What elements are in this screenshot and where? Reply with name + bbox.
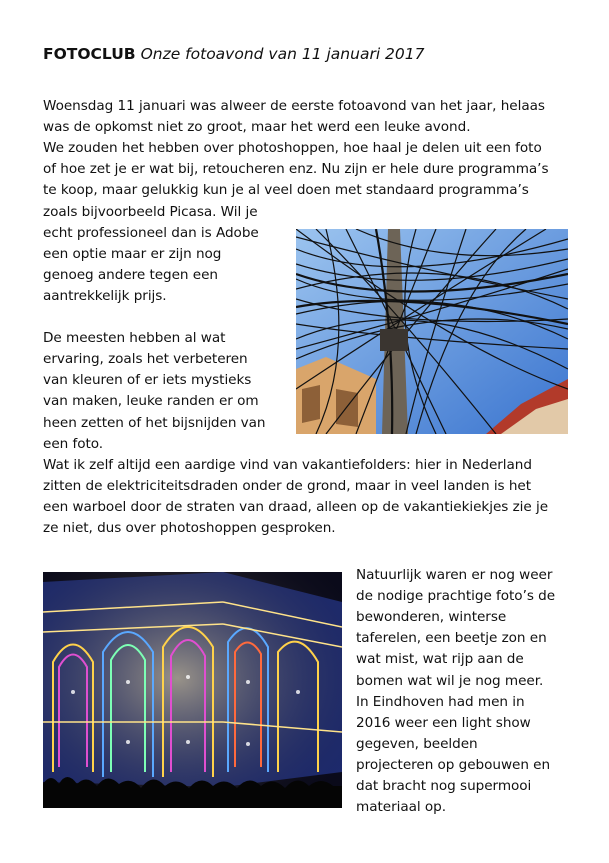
window: [336, 389, 358, 427]
wires-illustration: [296, 229, 568, 434]
right-column-line: dat bracht nog supermooi: [356, 778, 532, 794]
body-line: een warboel door de straten van draad, alleen op de vakantiekiekjes zie je: [43, 498, 549, 515]
right-column-line: wat mist, wat rijp aan de: [356, 651, 524, 668]
right-column-line: bomen wat wil je nog meer.: [356, 672, 544, 689]
right-column-line: materiaal op.: [356, 799, 447, 816]
body-line: een foto.: [43, 435, 104, 452]
body-line: aantrekkelijk prijs.: [43, 287, 167, 304]
body-line: ze niet, dus over photoshoppen gesproken.: [43, 520, 336, 536]
wires-photo: [296, 229, 568, 434]
body-line: De meesten hebben al wat: [43, 330, 226, 347]
window: [302, 385, 320, 423]
title-subtitle: Onze fotoavond van 11 januari 2017: [140, 45, 425, 63]
right-column-line: Natuurlijk waren er nog weer: [356, 567, 553, 583]
right-column-line: bewonderen, winterse: [356, 609, 507, 626]
body-line: Wat ik zelf altijd een aardige vind van vakantiefolders: hier in Nederland: [43, 456, 532, 473]
body-line: was de opkomst niet zo groot, maar het werd een leuke avond.: [43, 119, 471, 136]
body-line: zitten de elektriciteitsdraden onder de grond, maar in veel landen is het: [43, 477, 532, 494]
right-column-line: gegeven, beelden: [356, 735, 478, 752]
body-line: Woensdag 11 januari was alweer de eerste fotoavond van het jaar, helaas: [43, 98, 545, 114]
right-column-line: In Eindhoven had men in: [356, 693, 525, 710]
body-line: te koop, maar gelukkig kun je al veel doen met standaard programma’s: [43, 182, 529, 199]
body-line: van maken, leuke randen er om: [43, 393, 259, 410]
body-line: van kleuren of er iets mystieks: [43, 372, 252, 389]
body-line: ervaring, zoals het verbeteren: [43, 351, 248, 368]
body-line: genoeg andere tegen een: [43, 266, 218, 283]
right-column-line: de nodige prachtige foto’s de: [356, 588, 556, 605]
right-column-line: taferelen, een beetje zon en: [356, 630, 547, 647]
body-line: zoals bijvoorbeeld Picasa. Wil je: [43, 203, 258, 220]
body-line: echt professioneel dan is Adobe: [43, 224, 259, 241]
body-line: heen zetten of het bijsnijden van: [43, 414, 266, 431]
page-title: [43, 45, 425, 63]
light-show-photo: [43, 572, 342, 808]
body-line: We zouden het hebben over photoshoppen, hoe haal je delen uit een foto: [43, 140, 542, 157]
body-line: of hoe zet je er wat bij, retoucheren enz. Nu zijn er hele dure programma’s: [43, 161, 549, 178]
title-label: FOTOCLUB: [43, 45, 136, 63]
light-show-illustration: [43, 572, 342, 808]
transformer-box: [380, 329, 408, 351]
right-column-line: projecteren op gebouwen en: [356, 756, 551, 773]
right-column-line: 2016 weer een light show: [356, 714, 531, 731]
body-line: een optie maar er zijn nog: [43, 245, 222, 262]
